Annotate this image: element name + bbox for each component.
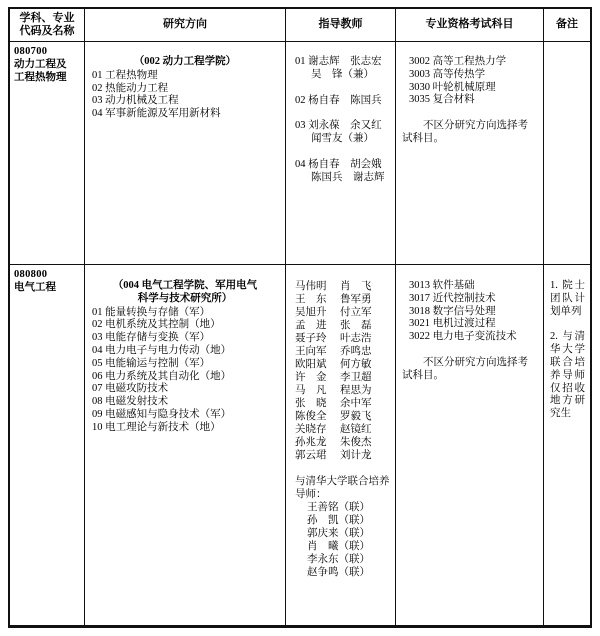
advisor-entry-line2: 陈国兵 谢志辉 — [311, 171, 385, 183]
advisor-entry — [295, 120, 393, 146]
exam-subject-item: 3003 高等传热学 — [409, 68, 486, 80]
exam-note: 不区分研究方向选择考试科目。 — [402, 356, 528, 381]
advisor-entry-line1: 01 谢志辉 张志宏 — [295, 56, 382, 67]
research-directions-cell-080800 — [85, 265, 286, 625]
advisor-name: 陈俊全 — [295, 411, 327, 422]
advisor-pair — [295, 293, 393, 306]
research-direction-item: 03 动力机械及工程 — [92, 95, 179, 107]
research-direction-item: 02 热能动力工程 — [92, 82, 169, 94]
research-direction-item: 04 电力电子与电力传动（地） — [92, 344, 232, 356]
remark-item: 1. 院士团队计划单列 — [550, 280, 585, 317]
exam-subject-item: 3018 数字信号处理 — [409, 305, 496, 317]
advisor-name: 吴旭升 — [295, 307, 327, 318]
column-header-discipline-line2: 代码及名称 — [19, 25, 75, 37]
advisor-pair — [295, 319, 393, 332]
advisor-name: 余中军 — [340, 398, 372, 409]
discipline-code: 080700 — [14, 46, 48, 57]
discipline-code: 080800 — [14, 269, 48, 280]
joint-advisor-item: 王善铭（联） — [307, 502, 370, 513]
column-header-research-directions: 研究方向 — [85, 9, 286, 42]
advisor-name: 罗毅飞 — [340, 411, 372, 422]
joint-advisors-label: 与清华大学联合培养导师： — [295, 476, 390, 500]
remarks-cell-080800 — [544, 265, 590, 625]
research-direction-item: 01 能量转换与存储（军） — [92, 306, 211, 318]
institute-label: （002 动力工程学院） — [133, 56, 237, 67]
program-catalog-table — [8, 7, 592, 628]
advisor-name: 付立军 — [340, 307, 372, 318]
discipline-name-line1: 动力工程及 — [14, 58, 67, 70]
column-header-discipline — [10, 9, 85, 42]
advisor-name: 马伟明 — [295, 281, 327, 292]
advisor-pair — [295, 280, 393, 293]
advisor-entry-line1: 03 刘永葆 余又红 — [295, 120, 382, 132]
advisor-name: 聂子玲 — [295, 333, 327, 344]
joint-advisor-item: 李永东（联） — [307, 554, 370, 565]
advisor-name: 关晓存 — [295, 424, 327, 435]
advisor-name: 李卫超 — [340, 372, 372, 383]
exam-subject-list — [402, 56, 538, 107]
column-header-advisors: 指导教师 — [286, 9, 396, 42]
research-direction-item: 02 电机系统及其控制（地） — [92, 319, 221, 331]
discipline-name-line1: 电气工程 — [14, 281, 56, 293]
research-direction-list — [89, 70, 281, 121]
advisor-entry-line1: 02 杨自春 陈国兵 — [295, 94, 382, 106]
advisor-name: 乔鸣忠 — [340, 346, 372, 357]
advisor-name: 王向军 — [295, 346, 327, 357]
advisor-name: 孟 进 — [295, 320, 327, 331]
exam-subjects-cell-080700 — [396, 42, 544, 265]
advisor-name: 欧阳斌 — [295, 359, 327, 370]
exam-subject-item: 3030 叶轮机械原理 — [409, 81, 496, 93]
advisor-name: 张 晓 — [295, 398, 327, 409]
research-direction-item: 01 工程热物理 — [92, 69, 158, 81]
discipline-name-line2: 工程热物理 — [14, 71, 67, 83]
discipline-cell-080700 — [10, 42, 85, 265]
exam-subject-item: 3022 电力电子变流技术 — [409, 331, 517, 343]
advisor-name: 郭云珺 — [295, 450, 327, 461]
advisor-pair — [295, 358, 393, 371]
advisor-name: 许 金 — [295, 372, 327, 383]
advisor-name: 肖 飞 — [340, 281, 372, 292]
research-direction-item: 08 电磁发射技术 — [92, 396, 169, 408]
advisor-entry — [295, 56, 393, 82]
research-direction-list — [89, 307, 281, 435]
advisor-pair — [295, 436, 393, 449]
advisor-name: 鲁军勇 — [340, 294, 372, 305]
advisor-entry-line2: 吴 锋（兼） — [311, 68, 374, 80]
advisor-pair — [295, 423, 393, 436]
advisor-name: 刘计龙 — [340, 450, 372, 461]
column-header-remarks: 备注 — [544, 9, 590, 42]
research-direction-item: 07 电磁攻防技术 — [92, 383, 169, 395]
advisor-name: 朱俊杰 — [340, 437, 372, 448]
advisors-cell-080700 — [286, 42, 396, 265]
advisor-name: 孙兆龙 — [295, 437, 327, 448]
research-direction-item: 09 电磁感知与隐身技术（军） — [92, 408, 232, 420]
advisor-pair — [295, 332, 393, 345]
advisor-pair — [295, 397, 393, 410]
advisor-pair — [295, 345, 393, 358]
advisors-cell-080800 — [286, 265, 396, 625]
exam-subject-item: 3013 软件基础 — [409, 280, 475, 291]
advisor-pair — [295, 384, 393, 397]
advisor-name: 马 凡 — [295, 385, 327, 396]
advisor-pair — [295, 371, 393, 384]
research-direction-item: 05 电能输运与控制（军） — [92, 357, 211, 369]
advisor-entry — [295, 95, 393, 108]
remark-item: 2. 与清华大学联合培养导师仅招收地方研究生 — [550, 331, 585, 420]
advisor-name: 王 东 — [295, 294, 327, 305]
institute-label-line1: （004 电气工程学院、军用电气 — [112, 280, 258, 291]
advisor-pair — [295, 306, 393, 319]
advisor-name: 叶志浩 — [340, 333, 372, 344]
column-header-exam-subjects: 专业资格考试科目 — [396, 9, 544, 42]
joint-advisor-item: 赵争鸣（联） — [307, 567, 370, 578]
advisor-pair — [295, 410, 393, 423]
research-direction-item: 10 电工理论与新技术（地） — [92, 421, 221, 433]
research-direction-item: 03 电能存储与变换（军） — [92, 332, 211, 344]
exam-note: 不区分研究方向选择考试科目。 — [402, 120, 528, 144]
exam-subject-list — [402, 280, 538, 344]
column-header-discipline-line1: 学科、专业 — [19, 11, 75, 24]
research-direction-item: 04 军事新能源及军用新材料 — [92, 108, 221, 120]
advisor-pair — [295, 449, 393, 462]
institute-label-line2: 科学与技术研究所） — [137, 292, 233, 304]
advisor-entry-line2: 闻雪友（兼） — [311, 133, 374, 145]
discipline-cell-080800 — [10, 265, 85, 625]
advisor-name: 张 磊 — [340, 320, 372, 331]
exam-subject-item: 3021 电机过渡过程 — [409, 318, 496, 330]
advisor-entry-line1: 04 杨自春 胡会娥 — [295, 158, 382, 170]
joint-advisor-item: 郭庆来（联） — [307, 528, 370, 539]
exam-subject-item: 3035 复合材料 — [409, 94, 475, 106]
research-direction-item: 06 电力系统及其自动化（地） — [92, 370, 232, 382]
joint-advisor-item: 肖 曦（联） — [307, 541, 370, 552]
exam-subject-item: 3017 近代控制技术 — [409, 292, 496, 304]
advisor-name: 赵镜红 — [340, 424, 372, 435]
research-directions-cell-080700 — [85, 42, 286, 265]
advisor-entry — [295, 159, 393, 185]
advisor-name: 何方敏 — [340, 359, 372, 370]
advisor-name: 程思为 — [340, 385, 372, 396]
exam-subject-item: 3002 高等工程热力学 — [409, 56, 507, 67]
exam-subjects-cell-080800 — [396, 265, 544, 625]
joint-advisor-item: 孙 凯（联） — [307, 515, 370, 526]
remarks-cell-080700 — [544, 42, 590, 265]
